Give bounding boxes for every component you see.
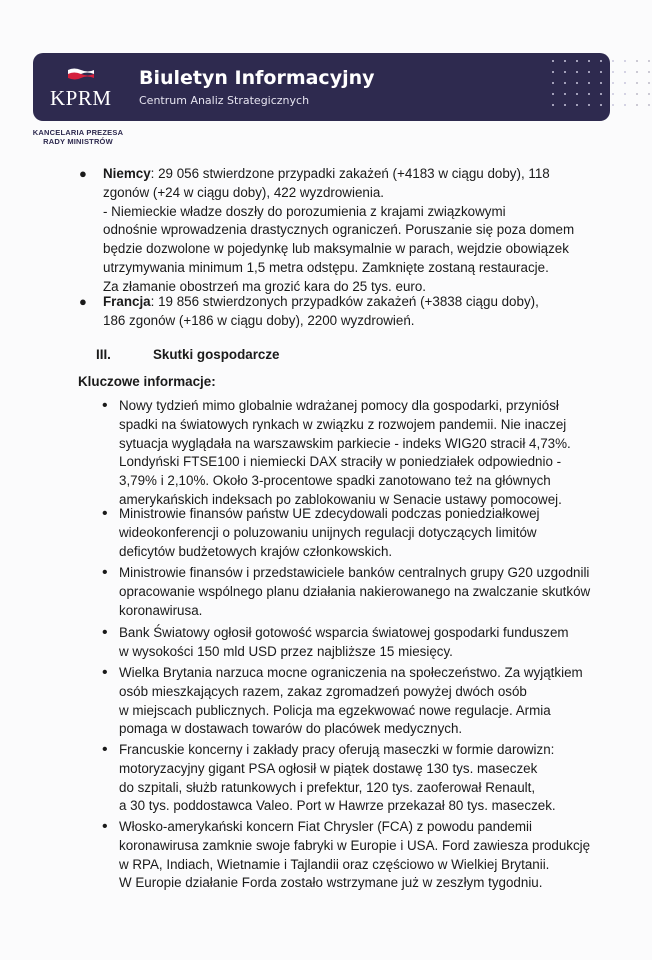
country-name: Francja — [103, 294, 151, 309]
chancellery-label: KANCELARIA PREZESA RADY MINISTRÓW — [32, 128, 124, 146]
bullet-marker: • — [102, 818, 108, 835]
country-name: Niemcy — [103, 166, 151, 181]
bullet-marker: ● — [79, 166, 87, 181]
country-entry-france: Francja: 19 856 stwierdzonych przypadków zakażeń (+3838 ciągu doby), 186 zgonów (+186 w ciągu doby), 2200 wyzdrowień. — [103, 294, 539, 328]
key-info-item: Ministrowie finansów państw UE zdecydowali podczas poniedziałkowej wideokonferencji o poluzowaniu unijnych regulacji dotyczących limitów deficytów budżetowych krajów członkowskich. — [119, 506, 540, 559]
bulletin-subtitle: Centrum Analiz Strategicznych — [139, 94, 310, 107]
country-entry-germany: Niemcy: 29 056 stwierdzone przypadki zakażeń (+4183 w ciągu doby), 118 zgonów (+24 w ciągu doby), 422 wyzdrowienia. - Niemieckie władze doszły do porozumienia z krajami związkowymi odnośnie wprowadzenia drastycznych ograniczeń. Poruszanie się poza domem będzie dozwolone w pojedynkę lub maksymalnie w parach, wejdzie obowiązek utrzymywania minimum 1,5 metra odstępu. Zamknięte zostaną restauracje. Za złamanie obostrzeń ma grozić kara do 25 tys. euro. — [103, 166, 575, 294]
key-info-item: Bank Światowy ogłosił gotowość wsparcia światowej gospodarki funduszem w wysokości 150 mld USD przez najbliższe 15 miesięcy. — [119, 625, 569, 659]
section-title: Skutki gospodarcze — [153, 347, 280, 362]
kprm-logo: KPRM — [50, 86, 112, 110]
key-info-item: Nowy tydzień mimo globalnie wdrażanej pomocy dla gospodarki, przyniósł spadki na światowych rynkach w związku z rozwojem pandemii. Nie inaczej sytuacja wyglądała na warszawskim parkiecie - indeks WIG20 stracił 4,73%. Londyński FTSE100 i niemiecki DAX straciły w poniedziałek odpowiednio - 3,79% i 2,10%. Około 3-procentowe spadki zanotowano też na głównych amerykańskich indeksach po zablokowaniu w Senacie ustawy pomocowej. — [119, 398, 571, 507]
bullet-marker: ● — [79, 294, 87, 309]
key-info-item: Włosko-amerykański koncern Fiat Chrysler (FCA) z powodu pandemii koronawirusa zamknie swoje fabryki w Europie i USA. Ford zawiesza produkcję w RPA, Indiach, Wietnamie i Tajlandii oraz częściowo w Wielkiej Brytanii. W Europie działanie Forda zostało wstrzymane już w zeszłym tygodniu. — [119, 819, 591, 891]
bullet-marker: • — [102, 505, 108, 522]
key-info-heading: Kluczowe informacje: — [78, 374, 216, 389]
bullet-marker: • — [102, 664, 108, 681]
key-info-item: Wielka Brytania narzuca mocne ograniczenia na społeczeństwo. Za wyjątkiem osób mieszkających razem, zakaz zgromadzeń powyżej dwóch osób w miejscach publicznych. Policja ma egzekwować nowe regulacje. Armia pomaga w dostawach towarów do placówek medycznych. — [119, 665, 583, 737]
bullet-marker: • — [102, 624, 108, 641]
section-number: III. — [96, 347, 111, 362]
bullet-marker: • — [102, 564, 108, 581]
key-info-item: Ministrowie finansów i przedstawiciele banków centralnych grupy G20 uzgodnili opracowanie wspólnego planu działania nakierowanego na zwalczanie skutków koronawirusa. — [119, 565, 591, 618]
bulletin-title: Biuletyn Informacyjny — [139, 67, 375, 89]
bullet-marker: • — [102, 741, 108, 758]
key-info-item: Francuskie koncerny i zakłady pracy oferują maseczki w formie darowizn: motoryzacyjny gigant PSA ogłosił w piątek dostawę 130 tys. maseczek do szpitali, służb ratunkowych i prefektur, 120 tys. zaoferował Renault, a 30 tys. poddostawca Valeo. Port w Hawrze przekazał 80 tys. maseczek. — [119, 742, 556, 814]
bullet-marker: • — [102, 397, 108, 414]
